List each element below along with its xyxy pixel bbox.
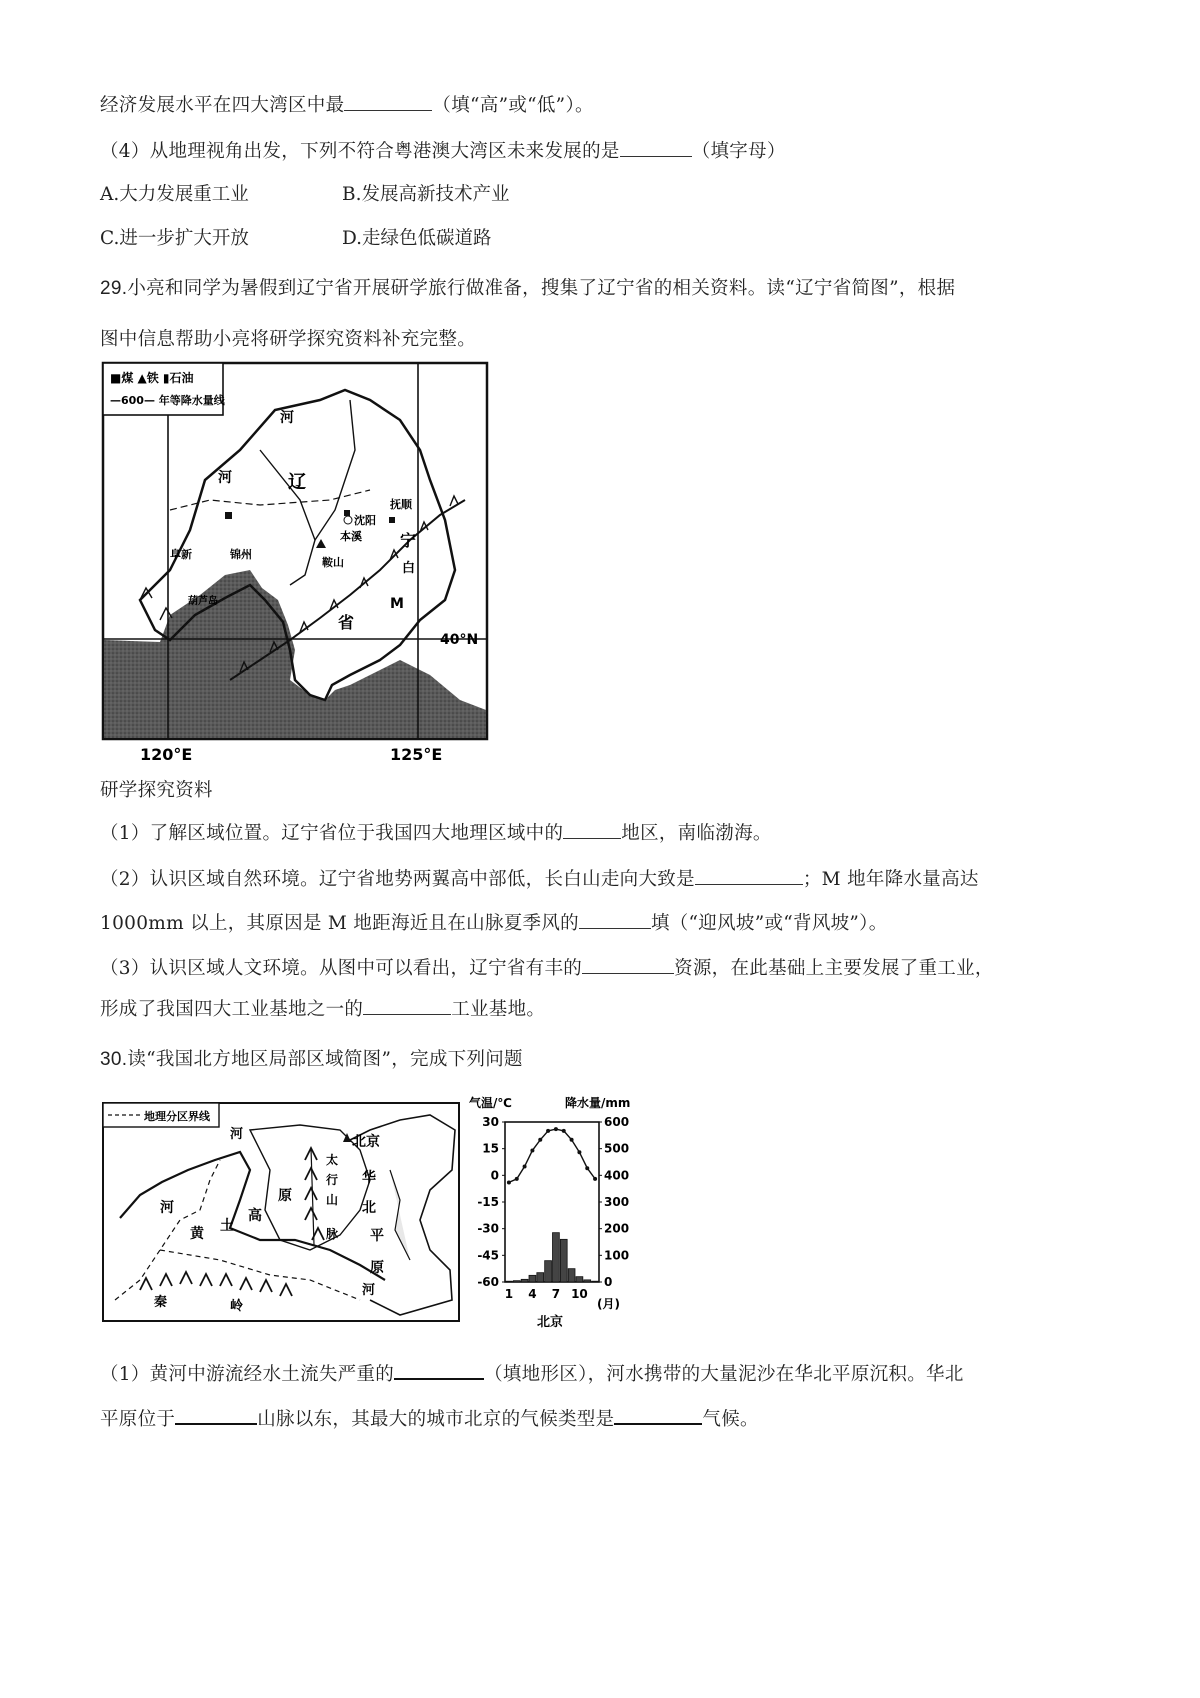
map-label: 鞍山 xyxy=(322,556,344,569)
y-tick-label-right: 400 xyxy=(604,1168,630,1183)
answer-blank[interactable] xyxy=(175,1405,257,1425)
x-axis-unit: (月) xyxy=(597,1297,620,1311)
section-heading: 研学探究资料 xyxy=(100,780,213,801)
y-tick-label-left: -45 xyxy=(477,1248,499,1263)
map-label: 河 xyxy=(230,1127,244,1142)
map-label: 山 xyxy=(326,1193,339,1207)
y-tick-label-right: 500 xyxy=(604,1141,630,1156)
text: （填地形区），河水携带的大量泥沙在华北平原沉积。华北 xyxy=(484,1364,964,1385)
map-label: 平 xyxy=(370,1228,384,1244)
temperature-point xyxy=(570,1138,574,1142)
map-label: 土 xyxy=(220,1218,234,1234)
plot-frame xyxy=(505,1122,599,1282)
answer-blank[interactable] xyxy=(363,996,451,1015)
precipitation-bar xyxy=(584,1280,591,1282)
map-label: 河 xyxy=(280,410,294,426)
text-line xyxy=(100,955,994,982)
map-label: 葫芦岛 xyxy=(188,596,218,607)
map-label: 白 xyxy=(402,561,416,576)
map-label: 河 xyxy=(362,1283,376,1298)
text: 读“我国北方地区局部区域简图”，完成下列问题 xyxy=(127,1049,523,1070)
longitude-label: 120°E xyxy=(140,745,193,764)
text: ；M 地年降水量高达 xyxy=(802,869,979,890)
legend-isohyet: —600— 年等降水量线 xyxy=(110,394,225,407)
text: 填（“迎风坡”或“背风坡”）。 xyxy=(650,913,888,934)
text-line xyxy=(100,820,772,847)
text-line xyxy=(100,996,545,1023)
text: （填字母） xyxy=(691,141,786,162)
map-label: 黄 xyxy=(190,1226,204,1242)
map-label: 原 xyxy=(370,1260,384,1276)
text: （1）黄河中游流经水土流失严重的 xyxy=(100,1364,395,1385)
map-label: 河 xyxy=(160,1200,174,1216)
temperature-point xyxy=(546,1129,550,1133)
text: 气候。 xyxy=(702,1409,759,1430)
question-number: 29. xyxy=(100,278,128,299)
y-tick-label-right: 300 xyxy=(604,1195,630,1209)
legend-label: 地理分区界线 xyxy=(144,1110,210,1123)
answer-blank[interactable] xyxy=(695,866,803,885)
text: 形成了我国四大工业基地之一的 xyxy=(100,999,364,1020)
answer-blank[interactable] xyxy=(579,910,651,929)
map-label: 抚顺 xyxy=(390,498,412,511)
text-line xyxy=(100,1405,759,1433)
temperature-point xyxy=(593,1177,597,1181)
answer-blank[interactable] xyxy=(620,138,692,157)
temperature-point xyxy=(562,1129,566,1133)
precipitation-bar xyxy=(506,1281,513,1282)
precipitation-bar xyxy=(553,1233,560,1282)
y-tick-label-right: 600 xyxy=(604,1115,630,1129)
map-label: 岭 xyxy=(230,1299,244,1314)
text: （1）了解区域位置。辽宁省位于我国四大地理区域中的 xyxy=(100,823,564,844)
text: 1000mm 以上，其原因是 M 地距海近且在山脉夏季风的 xyxy=(100,913,579,934)
answer-blank[interactable] xyxy=(394,1360,484,1380)
x-tick-label: 7 xyxy=(551,1287,561,1301)
y-tick-label-right: 100 xyxy=(604,1248,630,1263)
answer-blank[interactable] xyxy=(582,955,674,974)
question-29 xyxy=(100,276,955,302)
legend-resources: ■煤 ▲铁 ▮石油 xyxy=(110,371,194,385)
y-tick-label-left: -60 xyxy=(477,1275,499,1289)
y-axis-label-right: 降水量/mm xyxy=(565,1096,631,1110)
text-line xyxy=(100,1360,964,1388)
y-tick-label-left: -30 xyxy=(477,1221,499,1236)
y-axis-label-left: 气温/℃ xyxy=(469,1096,512,1110)
text: 小亮和同学为暑假到辽宁省开展研学旅行做准备，搜集了辽宁省的相关资料。读“辽宁省简图”，根据 xyxy=(127,278,956,299)
text: （填“高”或“低”）。 xyxy=(432,95,594,116)
temperature-point xyxy=(577,1150,581,1154)
map-label: 宁 xyxy=(400,531,417,550)
option-a: A.大力发展重工业 xyxy=(100,184,249,205)
map-label: 原 xyxy=(278,1188,292,1204)
text-line xyxy=(100,910,888,937)
map-label: 本溪 xyxy=(340,530,362,543)
text-line: 图中信息帮助小亮将研学探究资料补充完整。 xyxy=(100,329,477,350)
north-china-map xyxy=(100,1100,462,1325)
temperature-point xyxy=(507,1180,511,1184)
answer-blank[interactable] xyxy=(563,820,621,839)
map-label: 高 xyxy=(248,1208,262,1224)
map-label: 锦州 xyxy=(230,548,252,561)
precipitation-bar xyxy=(576,1277,583,1282)
y-tick-label-left: 0 xyxy=(490,1168,499,1183)
temperature-point xyxy=(530,1148,534,1152)
map-label: 北京 xyxy=(352,1134,380,1150)
y-tick-label-right: 0 xyxy=(604,1275,613,1289)
x-tick-label: 10 xyxy=(571,1287,588,1301)
y-tick-label-left: -15 xyxy=(477,1195,499,1209)
map-label: 华 xyxy=(362,1170,376,1186)
map-label: 太 xyxy=(326,1153,339,1167)
precipitation-bar xyxy=(545,1261,552,1282)
text-line xyxy=(100,138,786,165)
text: 地区，南临渤海。 xyxy=(621,823,772,844)
text: （3）认识区域人文环境。从图中可以看出，辽宁省有丰的 xyxy=(100,958,583,979)
coal-icon xyxy=(344,510,350,516)
temperature-point xyxy=(538,1138,542,1142)
map-label: 河 xyxy=(218,470,232,486)
temperature-point xyxy=(554,1127,558,1131)
text: 经济发展水平在四大湾区中最 xyxy=(100,95,345,116)
latitude-label: 40°N xyxy=(440,632,479,648)
coal-icon xyxy=(225,512,232,519)
precipitation-bar xyxy=(568,1269,575,1282)
text: 山脉以东，其最大的城市北京的气候类型是 xyxy=(257,1409,615,1430)
precipitation-bar xyxy=(529,1275,536,1282)
text: 平原位于 xyxy=(100,1409,176,1430)
text: 工业基地。 xyxy=(451,999,546,1020)
precipitation-bar xyxy=(513,1281,520,1282)
precipitation-bar xyxy=(560,1239,567,1282)
precipitation-bar xyxy=(521,1279,528,1282)
coal-icon xyxy=(389,517,395,523)
answer-blank[interactable] xyxy=(344,92,432,111)
map-label: 沈阳 xyxy=(354,514,376,527)
text: （2）认识区域自然环境。辽宁省地势两翼高中部低，长白山走向大致是 xyxy=(100,869,695,890)
temperature-point xyxy=(515,1177,519,1181)
temperature-point xyxy=(523,1164,527,1168)
question-30 xyxy=(100,1047,523,1073)
map-label: 行 xyxy=(326,1173,339,1187)
answer-blank[interactable] xyxy=(614,1405,702,1425)
x-tick-label: 4 xyxy=(528,1287,537,1301)
option-d: D.走绿色低碳道路 xyxy=(342,228,492,249)
text-line xyxy=(100,866,979,893)
question-number: 30. xyxy=(100,1049,128,1070)
precipitation-bar xyxy=(592,1281,599,1282)
map-label: 阜新 xyxy=(170,548,192,561)
climate-chart xyxy=(465,1090,645,1335)
map-label: 省 xyxy=(338,613,355,632)
x-tick-label: 1 xyxy=(504,1287,514,1301)
text: 资源，在此基础上主要发展了重工业， xyxy=(674,958,994,979)
longitude-label: 125°E xyxy=(390,745,443,764)
y-tick-label-left: 15 xyxy=(482,1141,499,1156)
map-label: 脉 xyxy=(326,1227,339,1241)
liaoning-map xyxy=(100,360,490,770)
y-tick-label-right: 200 xyxy=(604,1221,630,1236)
map-label: M xyxy=(390,596,404,612)
map-label: 辽 xyxy=(288,472,306,493)
text: （4）从地理视角出发，下列不符合粤港澳大湾区未来发展的是 xyxy=(100,141,620,162)
y-tick-label-left: 30 xyxy=(482,1115,499,1129)
text-line xyxy=(100,92,594,119)
map-label: 秦 xyxy=(154,1295,168,1310)
option-b: B.发展高新技术产业 xyxy=(342,184,510,205)
chart-title: 北京 xyxy=(537,1315,564,1330)
option-c: C.进一步扩大开放 xyxy=(100,228,249,249)
temperature-point xyxy=(585,1166,589,1170)
precipitation-bar xyxy=(537,1273,544,1282)
map-label: 北 xyxy=(362,1200,376,1216)
